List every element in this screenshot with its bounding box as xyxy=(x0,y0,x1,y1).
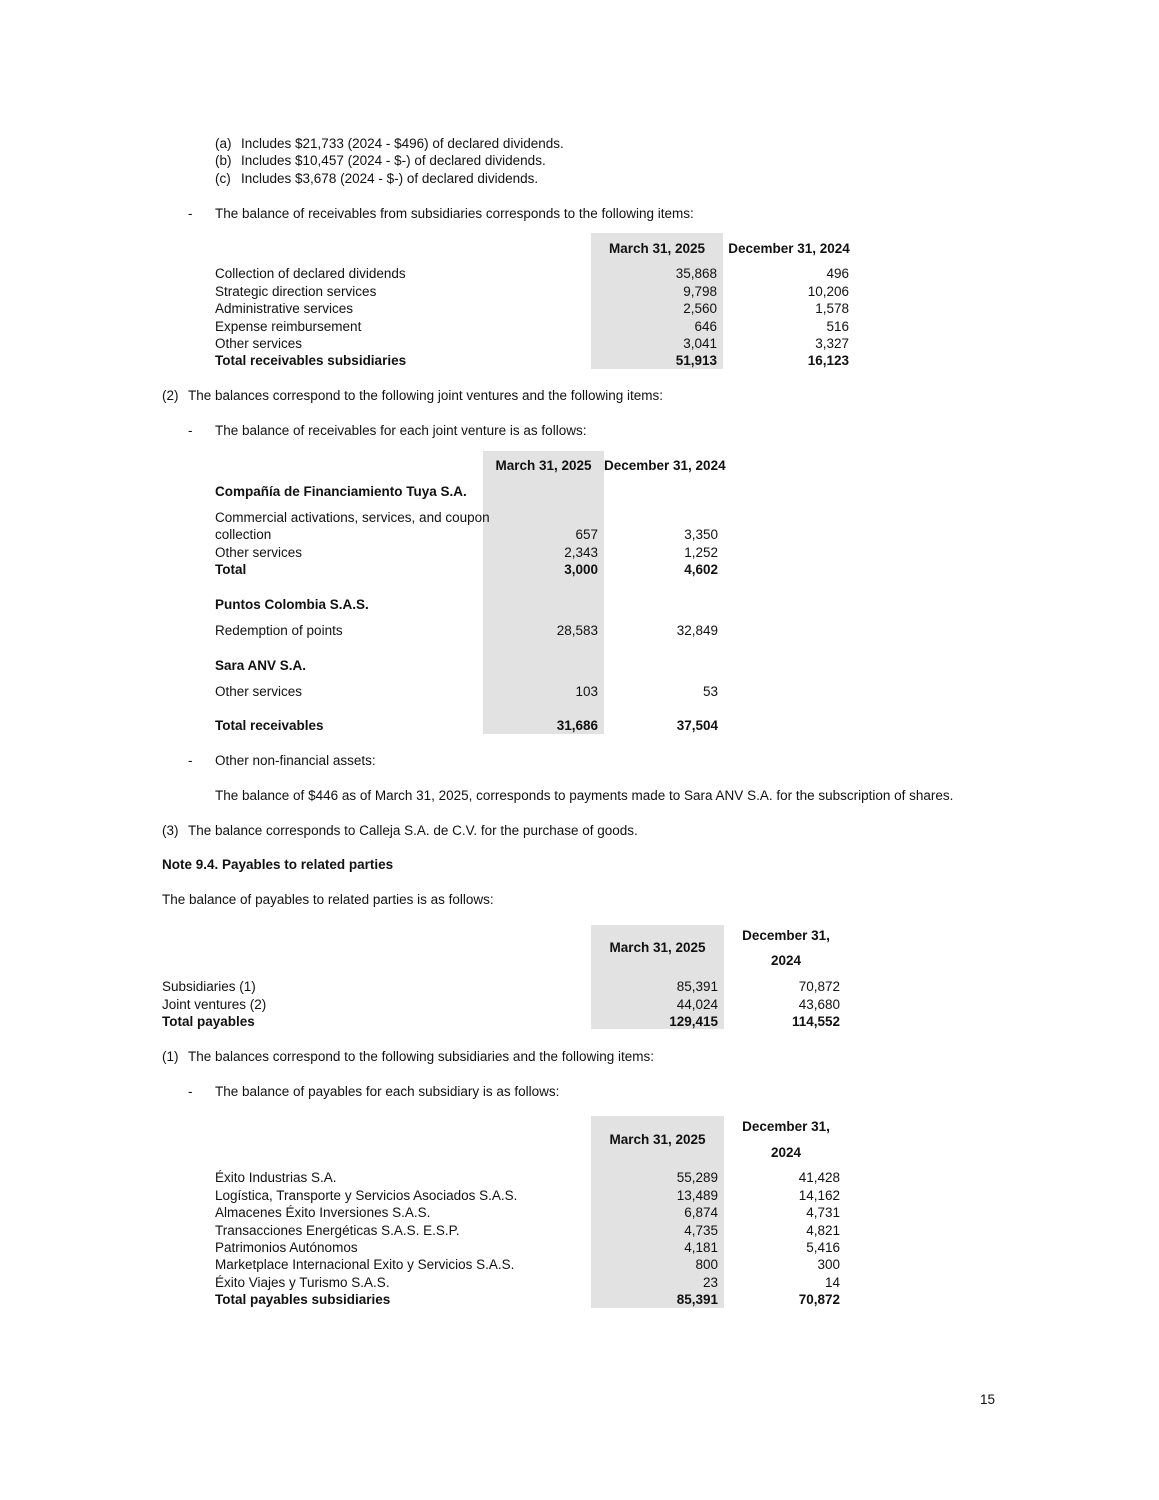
footnote-b xyxy=(215,152,546,169)
table3-col2-header-line1: December 31, xyxy=(742,928,830,943)
table2-col2-header: December 31, 2024 xyxy=(604,458,726,473)
table-total-2024: 16,123 xyxy=(807,353,849,368)
table-cell-2024: 496 xyxy=(826,266,849,281)
bullet-dash: - xyxy=(188,753,193,768)
table-row-label: Éxito Viajes y Turismo S.A.S. xyxy=(215,1275,390,1290)
table-row-label: Transacciones Energéticas S.A.S. E.S.P. xyxy=(215,1223,460,1238)
table4-col1-header: March 31, 2025 xyxy=(609,1132,706,1147)
table-cell-2025: 44,024 xyxy=(676,997,718,1012)
table-cell-2025: 2,560 xyxy=(683,301,717,316)
table-cell-2025: 800 xyxy=(695,1257,718,1272)
table-cell-2024: 70,872 xyxy=(798,979,840,994)
table-total-label: Total payables xyxy=(162,1014,255,1029)
table-total-2025: 3,000 xyxy=(564,562,598,577)
section-title: Note 9.4. Payables to related parties xyxy=(162,857,394,872)
table-row-label: Expense reimbursement xyxy=(215,319,362,334)
section-intro: The balance of payables to related parties is as follows: xyxy=(162,892,494,907)
table-cell-2024: 41,428 xyxy=(798,1170,840,1185)
table-row-label: Strategic direction services xyxy=(215,284,377,299)
table-cell-2024: 10,206 xyxy=(807,284,849,299)
footnote-text: Includes $3,678 (2024 - $-) of declared dividends. xyxy=(241,171,539,186)
table-total-label: Total receivables xyxy=(215,718,324,733)
table-cell-2025: 35,868 xyxy=(675,266,717,281)
table-cell-2025: 6,874 xyxy=(684,1205,718,1220)
note-1-payables xyxy=(162,1048,654,1065)
bullet-dash: - xyxy=(188,423,193,438)
table-total-2024: 4,602 xyxy=(684,562,718,577)
intro-receivables-jv: The balance of receivables for each joint venture is as follows: xyxy=(215,423,587,438)
table-total-2025: 129,415 xyxy=(669,1014,718,1029)
table-cell-2024: 1,252 xyxy=(684,545,718,560)
table-total-label: Total xyxy=(215,562,247,577)
intro-payables-subsidiaries: The balance of payables for each subsidiary is as follows: xyxy=(215,1084,560,1099)
table-cell-2025: 55,289 xyxy=(676,1170,718,1185)
table-cell-2025: 4,181 xyxy=(684,1240,718,1255)
table-cell-2025: 646 xyxy=(694,319,717,334)
table-row-label: Logística, Transporte y Servicios Asociados S.A.S. xyxy=(215,1188,518,1203)
table-cell-2025: 9,798 xyxy=(683,284,717,299)
table-total-2024: 70,872 xyxy=(798,1292,840,1307)
table-total-label: Total payables subsidiaries xyxy=(215,1292,391,1307)
table3-col2-header-line2: 2024 xyxy=(770,953,802,968)
table-total-label: Total receivables subsidiaries xyxy=(215,353,407,368)
table-cell-2024: 14,162 xyxy=(798,1188,840,1203)
table4-col2-header-line2: 2024 xyxy=(770,1145,802,1160)
table1-col2-header: December 31, 2024 xyxy=(728,241,850,256)
footnote-a xyxy=(215,135,564,152)
table-cell-2025: 3,041 xyxy=(683,336,717,351)
table-cell-2025: 23 xyxy=(702,1275,718,1290)
table-cell-2024: 53 xyxy=(702,684,718,699)
table-cell-2024: 300 xyxy=(817,1257,840,1272)
footnote-label: (c) xyxy=(215,171,231,186)
table-row-label: Almacenes Éxito Inversiones S.A.S. xyxy=(215,1205,431,1220)
table-cell-2024: 516 xyxy=(826,319,849,334)
table3-col1-header: March 31, 2025 xyxy=(609,940,706,955)
other-nonfinancial-text: The balance of $446 as of March 31, 2025, corresponds to payments made to Sara ANV S.A. for the subscription of shares. xyxy=(215,788,954,803)
table-cell-2024: 3,350 xyxy=(684,527,718,542)
note-label: (2) xyxy=(162,388,179,403)
table-cell-2024: 43,680 xyxy=(798,997,840,1012)
table-row-label: Redemption of points xyxy=(215,623,343,638)
table-row-label: Éxito Industrias S.A. xyxy=(215,1170,337,1185)
table-row-label: Commercial activations, services, and coupon xyxy=(215,510,490,525)
table-cell-2025: 657 xyxy=(575,527,598,542)
table-cell-2025: 13,489 xyxy=(676,1188,718,1203)
note-text: The balances correspond to the following joint ventures and the following items: xyxy=(188,388,664,403)
jv-name-tuya: Compañía de Financiamiento Tuya S.A. xyxy=(215,484,467,499)
table-cell-2025: 2,343 xyxy=(564,545,598,560)
table-cell-2024: 5,416 xyxy=(806,1240,840,1255)
table-row-label: Other services xyxy=(215,684,303,699)
table-cell-2024: 1,578 xyxy=(815,301,849,316)
table-row-label: Other services xyxy=(215,336,303,351)
table-cell-2025: 85,391 xyxy=(676,979,718,994)
table-total-2025: 31,686 xyxy=(556,718,598,733)
table-cell-2024: 32,849 xyxy=(676,623,718,638)
table-cell-2024: 4,821 xyxy=(806,1223,840,1238)
table-total-2025: 51,913 xyxy=(675,353,717,368)
table-row-label: Patrimonios Autónomos xyxy=(215,1240,358,1255)
table4-col2-header-line1: December 31, xyxy=(742,1119,830,1134)
note-text: The balance corresponds to Calleja S.A. de C.V. for the purchase of goods. xyxy=(188,823,638,838)
table-row-label: Marketplace Internacional Exito y Servicios S.A.S. xyxy=(215,1257,515,1272)
table-row-label: Other services xyxy=(215,545,303,560)
bullet-dash: - xyxy=(188,206,193,221)
footnote-text: Includes $10,457 (2024 - $-) of declared dividends. xyxy=(241,153,546,168)
footnote-c xyxy=(215,170,538,187)
jv-name-puntos: Puntos Colombia S.A.S. xyxy=(215,597,369,612)
table-cell-2024: 4,731 xyxy=(806,1205,840,1220)
table2-col1-header: March 31, 2025 xyxy=(495,458,592,473)
jv-name-sara: Sara ANV S.A. xyxy=(215,658,307,673)
note-label: (3) xyxy=(162,823,179,838)
table-row-label: Collection of declared dividends xyxy=(215,266,406,281)
footnote-label: (b) xyxy=(215,153,232,168)
note-3 xyxy=(162,822,638,839)
bullet-dash: - xyxy=(188,1084,193,1099)
page-number: 15 xyxy=(980,1392,996,1407)
note-label: (1) xyxy=(162,1049,179,1064)
table-row-label: Administrative services xyxy=(215,301,354,316)
table-cell-2025: 4,735 xyxy=(684,1223,718,1238)
other-nonfinancial-title: Other non-financial assets: xyxy=(215,753,376,768)
footnote-label: (a) xyxy=(215,136,232,151)
table-cell-2024: 3,327 xyxy=(815,336,849,351)
table1-col1-header: March 31, 2025 xyxy=(608,241,706,256)
footnote-text: Includes $21,733 (2024 - $496) of declared dividends. xyxy=(241,136,564,151)
table-cell-2024: 14 xyxy=(824,1275,840,1290)
table-cell-2025: 28,583 xyxy=(556,623,598,638)
note-2 xyxy=(162,387,663,404)
intro-receivables-subsidiaries: The balance of receivables from subsidiaries corresponds to the following items: xyxy=(215,206,694,221)
note-text: The balances correspond to the following subsidiaries and the following items: xyxy=(188,1049,655,1064)
table-total-2025: 85,391 xyxy=(676,1292,718,1307)
table-total-2024: 37,504 xyxy=(676,718,718,733)
table-row-label: Subsidiaries (1) xyxy=(162,979,256,994)
table-cell-2025: 103 xyxy=(575,684,598,699)
table-row-label: Joint ventures (2) xyxy=(162,997,267,1012)
table-total-2024: 114,552 xyxy=(791,1014,840,1029)
table-row-label: collection xyxy=(215,527,272,542)
